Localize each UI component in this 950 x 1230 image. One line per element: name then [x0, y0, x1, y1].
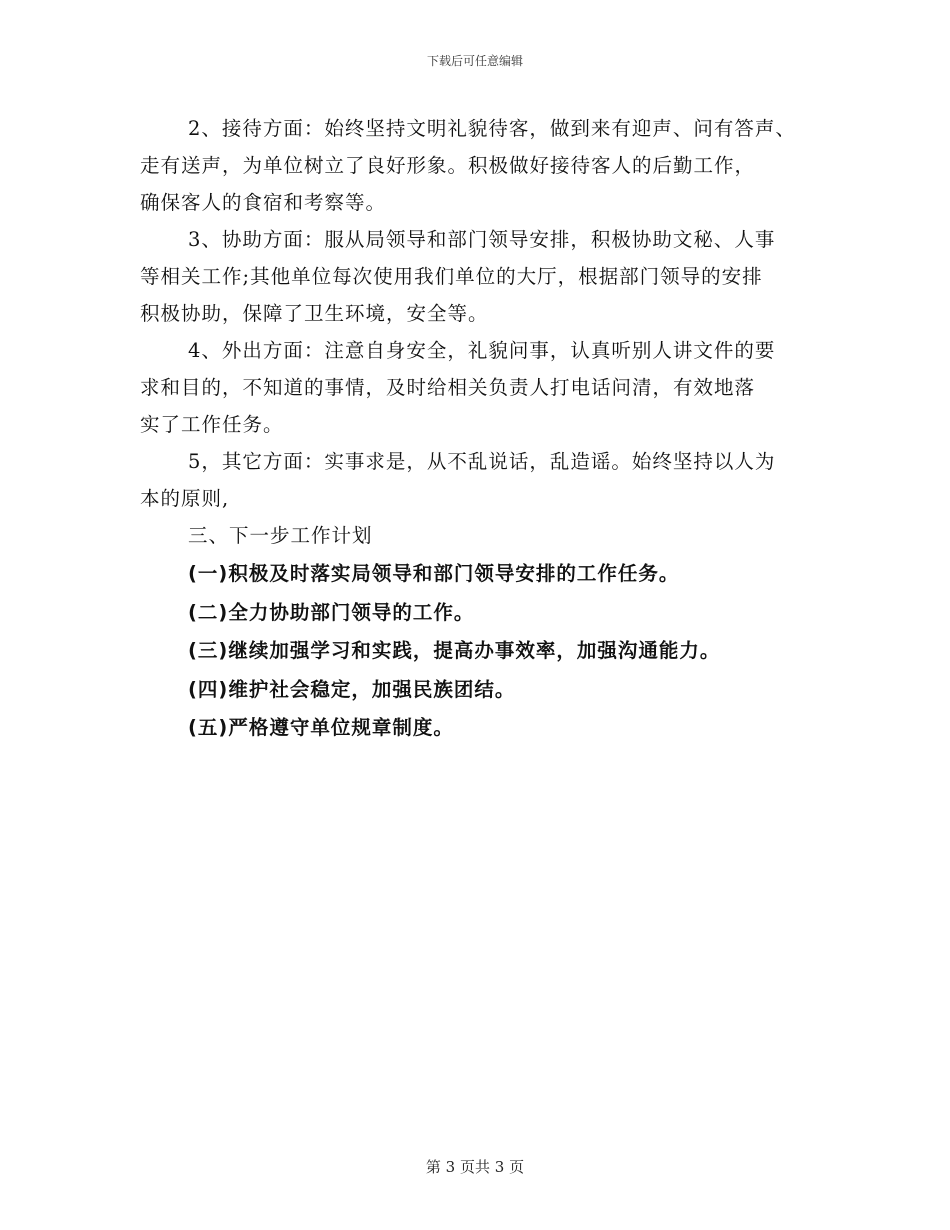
paragraph-assistance: [140, 221, 830, 332]
page-header: 下载后可任意编辑: [426, 54, 523, 68]
paragraph-line: 2、接待方面：始终坚持文明礼貌待客，做到来有迎声、问有答声、: [188, 117, 796, 140]
section-heading: 三、下一步工作计划: [188, 524, 373, 547]
paragraph-line: 实了工作任务。: [140, 413, 284, 436]
plan-item: (二)全力协助部门领导的工作。: [188, 600, 475, 624]
paragraph-line: 4、外出方面：注意自身安全，礼貌问事，认真听别人讲文件的要: [188, 339, 776, 362]
plan-item: (五)严格遵守单位规章制度。: [188, 716, 454, 739]
plan-item: (四)维护社会稳定，加强民族团结。: [188, 677, 516, 701]
paragraph-outings: [140, 332, 830, 443]
page-footer: 第 3 页共 3 页: [425, 1158, 525, 1176]
paragraph-reception: [140, 110, 830, 221]
paragraph-line: 5，其它方面：实事求是，从不乱说话，乱造谣。始终坚持以人为: [188, 450, 776, 473]
plan-item: (一)积极及时落实局领导和部门领导安排的工作任务。: [188, 562, 680, 585]
paragraph-line: 3、协助方面：服从局领导和部门领导安排，积极协助文秘、人事: [188, 228, 776, 251]
paragraph-line: 确保客人的食宿和考察等。: [140, 191, 387, 214]
paragraph-line: 求和目的，不知道的事情，及时给相关负责人打电话问清，有效地落: [140, 376, 756, 399]
paragraph-line: 走有送声，为单位树立了良好形象。积极做好接待客人的后勤工作，: [140, 154, 756, 177]
paragraph-line: 本的原则,: [140, 487, 230, 510]
paragraph-line: 积极协助，保障了卫生环境，安全等。: [140, 302, 489, 325]
plan-item: (三)继续加强学习和实践，提高办事效率，加强沟通能力。: [188, 639, 721, 662]
document-body: [140, 110, 830, 748]
paragraph-line: 等相关工作;其他单位每次使用我们单位的大厅，根据部门领导的安排: [140, 265, 763, 288]
paragraph-other: [140, 443, 830, 517]
